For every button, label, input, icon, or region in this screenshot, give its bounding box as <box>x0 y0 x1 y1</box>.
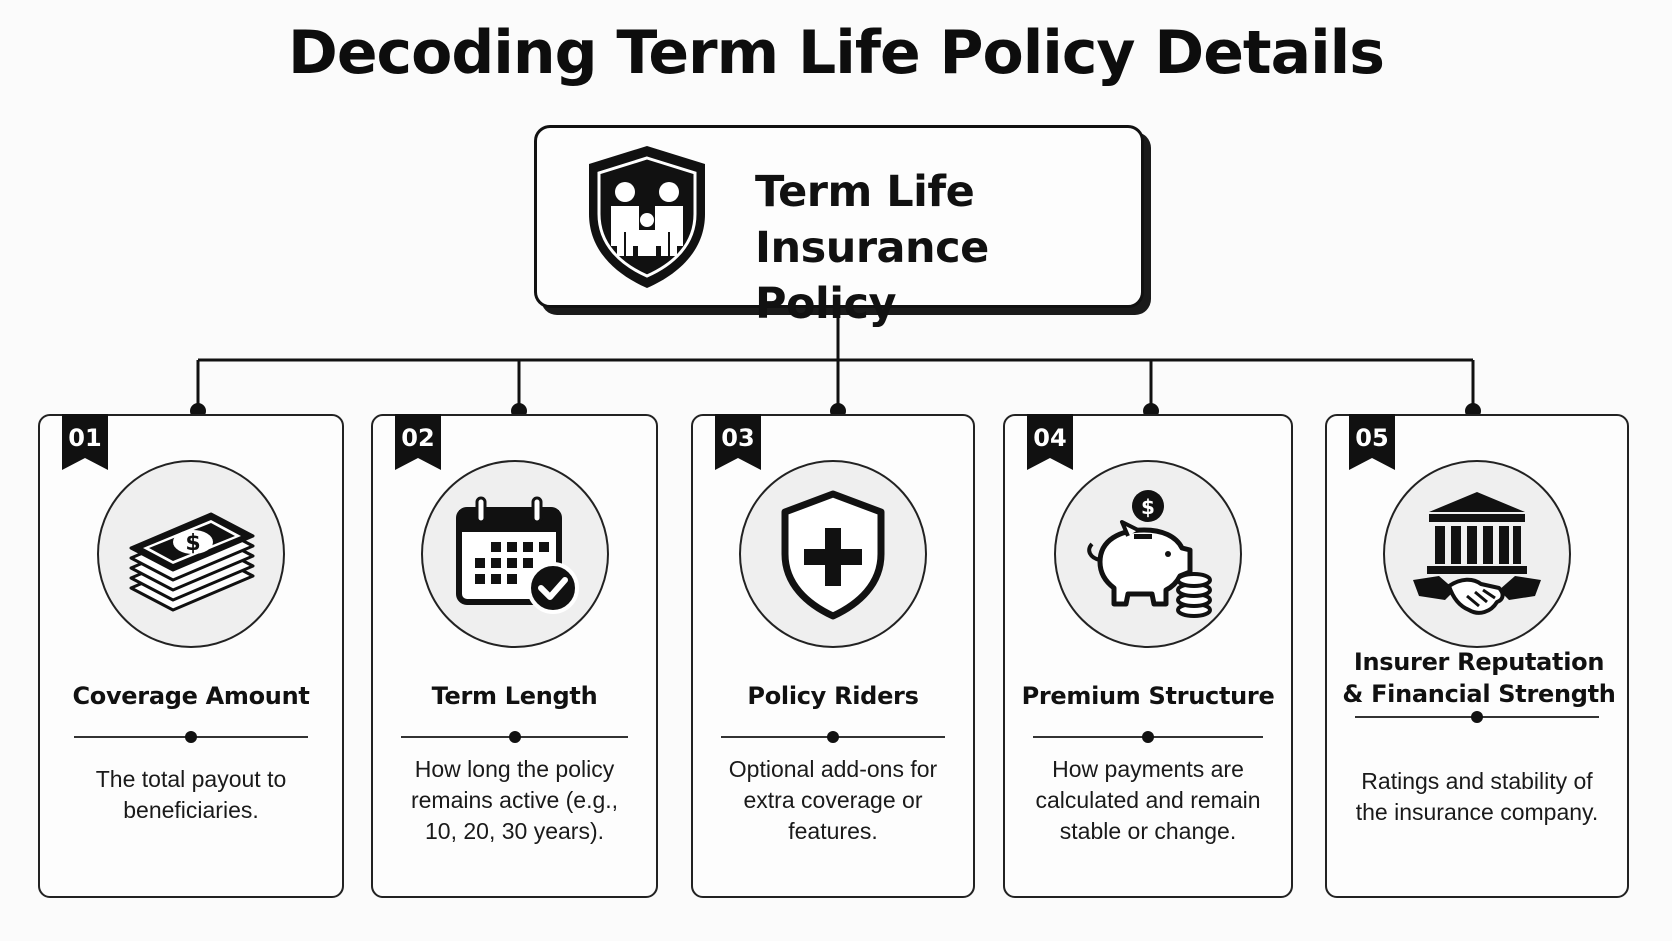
root-title-line1: Term Life <box>755 167 975 217</box>
card-number-badge <box>62 414 108 470</box>
card-premium-structure <box>1003 414 1293 898</box>
piggy-bank-icon <box>1070 476 1226 632</box>
shield-plus-icon <box>755 476 911 632</box>
card-number-badge <box>715 414 761 470</box>
card-number-badge <box>1027 414 1073 470</box>
icon-circle <box>421 460 609 648</box>
icon-circle <box>97 460 285 648</box>
money-stack-icon <box>113 476 269 632</box>
card-description: Optional add-ons for extra coverage or features. <box>728 756 938 844</box>
card-coverage-amount <box>38 414 344 898</box>
card-number: 05 <box>1355 424 1389 452</box>
card-insurer-reputation <box>1325 414 1629 898</box>
root-policy-box <box>534 125 1144 329</box>
card-title: Policy Riders <box>747 682 919 710</box>
card-title: Coverage Amount <box>72 682 310 710</box>
card-title: Term Length <box>431 682 598 710</box>
card-description: The total payout to beneficiaries. <box>95 766 287 823</box>
svg-text:$: $ <box>185 531 201 556</box>
root-title <box>755 164 1135 332</box>
card-number: 03 <box>721 424 755 452</box>
card-divider <box>1355 716 1599 718</box>
card-number: 04 <box>1033 424 1067 452</box>
card-title: Premium Structure <box>1021 682 1275 710</box>
card-number: 02 <box>401 424 435 452</box>
card-divider <box>401 736 628 738</box>
card-term-length <box>371 414 658 898</box>
card-number-badge <box>395 414 441 470</box>
icon-circle <box>1054 460 1242 648</box>
root-title-line2: Insurance Policy <box>755 223 989 329</box>
family-shield-icon <box>583 142 711 292</box>
icon-circle <box>739 460 927 648</box>
card-title: Insurer Reputation & Financial Strength <box>1342 648 1616 708</box>
card-policy-riders <box>691 414 975 898</box>
card-description: How payments are calculated and remain stable or change. <box>1035 756 1261 844</box>
card-divider <box>74 736 308 738</box>
card-description: Ratings and stability of the insurance company. <box>1355 768 1599 825</box>
card-divider <box>1033 736 1263 738</box>
card-number: 01 <box>68 424 102 452</box>
card-divider <box>721 736 945 738</box>
card-description: How long the policy remains active (e.g., 10, 20, 30 years). <box>410 756 619 844</box>
card-number-badge <box>1349 414 1395 470</box>
page-title: Decoding Term Life Policy Details <box>288 18 1384 88</box>
svg-text:$: $ <box>1141 495 1155 519</box>
calendar-check-icon <box>437 476 593 632</box>
bank-handshake-icon <box>1399 476 1555 632</box>
icon-circle <box>1383 460 1571 648</box>
